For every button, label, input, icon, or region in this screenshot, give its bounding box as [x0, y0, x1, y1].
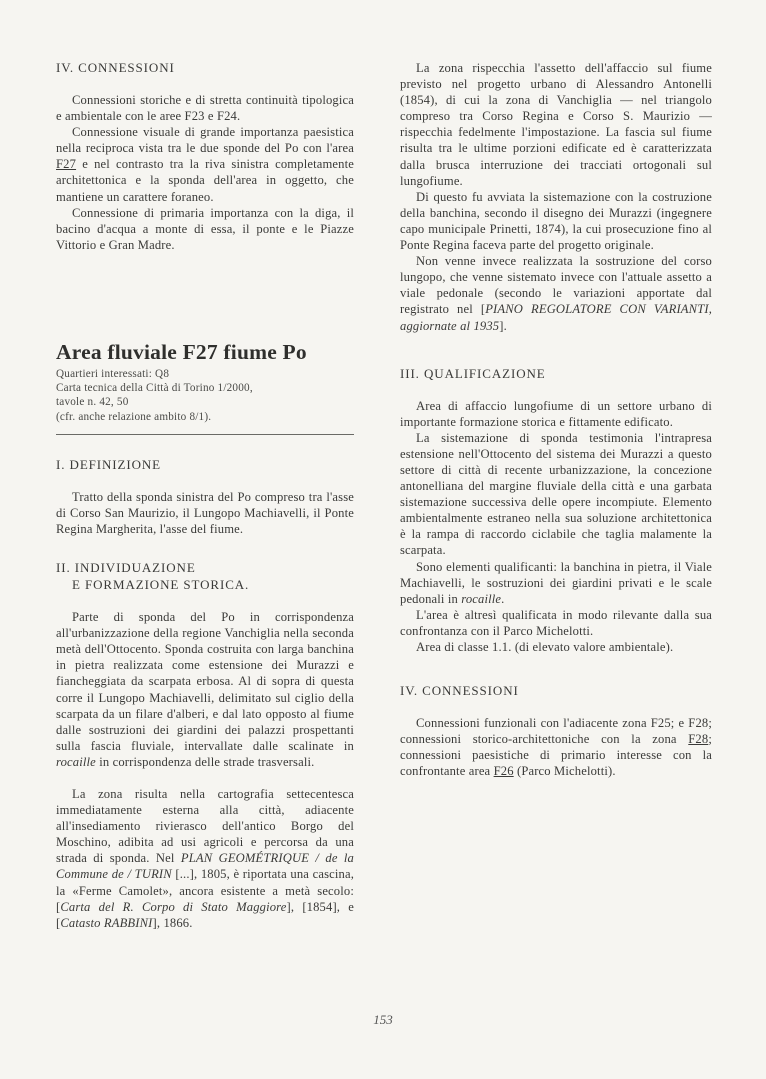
section-heading-definizione: I. DEFINIZIONE — [56, 456, 162, 472]
text: ], [1854], e [ — [56, 899, 354, 930]
left-column — [56, 60, 354, 931]
italic-title: Catasto RABBINI — [60, 915, 153, 930]
text: ]. — [499, 318, 507, 333]
text: (Parco Michelotti). — [513, 764, 616, 779]
area-reference: F27 — [56, 157, 77, 172]
area-reference: F26 — [493, 764, 514, 779]
meta-line: Quartieri interessati: Q8 — [56, 367, 170, 380]
paragraph — [400, 253, 712, 333]
italic-title: Carta del R. Corpo di Stato Maggiore — [60, 899, 287, 914]
paragraph — [400, 559, 712, 607]
text: Parte di sponda del Po in corrispondenza all'urbanizzazione della regione Vanchiglia nella seconda metà dell'Ottocento. Sponda costruita con larga banchina in pietra realizzata come estensione dei Murazzi e fiancheggiata da scarpata erbosa. Al di sopra di questa corre il Lungopo Machiavelli, delimitato sul ciglio della scarpata da un filare d'alberi, e dal lato opposto al fiume dalle sostruzioni dei giardini dei palazzi prospettanti sulla fascia fluviale, intervallate dalle scalinate in — [56, 610, 354, 753]
section-heading-qualificazione: III. QUALIFICAZIONE — [400, 365, 546, 381]
right-column — [400, 60, 712, 779]
text: in corrispondenza delle strade trasversali. — [95, 754, 315, 769]
text: ], 1866. — [152, 915, 193, 930]
paragraph: L'area è altresì qualificata in modo rilevante dalla sua confrontanza con il Parco Michelotti. — [400, 607, 712, 638]
page-number: 153 — [373, 1012, 393, 1027]
paragraph: La zona rispecchia l'assetto dell'affaccio sul fiume previsto nel progetto urbano di Alessandro Antonelli (1854), di cui la zona di Vanchiglia — nel triangolo compreso tra Corso Regina e Corso S. Maurizio — rispecchia fedelmente l'impostazione. La fascia sul fiume risulta tra le ultime porzioni edificate ed è caratterizzata dalla brusca interruzione dei tracciati ortogonali sul lungofiume. — [400, 61, 712, 188]
section-heading-individuazione — [56, 559, 354, 593]
paragraph: La sistemazione di sponda testimonia l'intrapresa estensione nell'Ottocento del sistema dei Murazzi a questo settore di città di recente urbanizzazione, la concezione antonelliana del margine fluviale della città e una garbata sistemazione successiva delle opere incompiute. Elemento ambientalmente estraneo nella sua soluzione architettonica è la rampa di raccordo ciclabile che taglia malamente la scarpata. — [400, 430, 712, 558]
italic-term: rocaille — [56, 754, 96, 769]
paragraph — [56, 786, 354, 931]
section-heading-connessioni: IV. CONNESSIONI — [56, 60, 175, 75]
italic-title: PLAN GEOMÉTRIQUE / de la Commune de / TURIN — [56, 851, 354, 882]
heading-line: E FORMAZIONE STORICA. — [72, 577, 250, 593]
text: La zona risulta nella cartografia settecentesca immediatamente esterna alla città, adiacente all'insediamento rivierasco dell'antico Borgo del Moschino, adibita ad usi agricoli e percorsa da una strada di sponda. Nel — [56, 786, 354, 866]
paragraph: Connessioni storiche e di stretta continuità tipologica e ambientale con le aree F23 e F24. — [56, 93, 354, 124]
text: Connessione visuale di grande importanza paesistica nella reciproca vista tra le due sponde del Po con l'area — [56, 125, 354, 156]
meta-line: Carta tecnica della Città di Torino 1/2000, — [56, 382, 253, 395]
paragraph: Connessione di primaria importanza con la diga, il bacino d'acqua a monte di essa, il ponte e le Piazze Vittorio e Gran Madre. — [56, 205, 354, 252]
area-title: Area fluviale F27 fiume Po — [56, 339, 307, 364]
italic-title: PIANO REGOLATORE CON VARIANTI, aggiornate al 1935 — [400, 302, 712, 333]
paragraph: Tratto della sponda sinistra del Po compreso tra l'asse di Corso San Maurizio, il Lungopo Machiavelli, il Ponte Regina Margherita, l'asse del fiume. — [56, 489, 354, 536]
meta-line: (cfr. anche relazione ambito 8/1). — [56, 410, 212, 423]
paragraph: Di questo fu avviata la sistemazione con la costruzione della banchina, secondo il disegno dei Murazzi (ingegnere capo municipale Prinetti, 1874), la cui prosecuzione fino al Ponte Regina faceva parte del progetto originale. — [400, 189, 712, 253]
text: Sono elementi qualificanti: la banchina in pietra, il Viale Machiavelli, le sostruzioni dei giardini privati e le scale pedonali in — [400, 559, 712, 606]
text: Connessioni funzionali con l'adiacente zona F25; e F28; connessioni storico-architettoniche con la zona — [400, 716, 712, 747]
text: [...], 1805, è riportata una cascina, la «Ferme Camolet», ancora esistente a metà secolo: [ — [56, 867, 354, 914]
area-reference: F28 — [688, 732, 709, 747]
text: e nel contrasto tra la riva sinistra completamente architettonica e la sponda dell'area in oggetto, che mantiene un carattere foraneo. — [56, 157, 354, 204]
paragraph — [400, 715, 712, 779]
text: ; connessioni paesistiche di primario interesse con la confrontante area — [400, 732, 712, 779]
paragraph — [56, 609, 354, 770]
heading-line: II. INDIVIDUAZIONE — [56, 560, 196, 576]
paragraph — [56, 124, 354, 204]
paragraph: Area di classe 1.1. (di elevato valore ambientale). — [416, 640, 674, 654]
text: Non venne invece realizzata la sostruzione del corso lungopo, che venne sistemato invece con l'attuale assetto a viale pedonale (secondo le variazioni apportate dal registrato nel [ — [400, 254, 712, 317]
text: . — [501, 591, 505, 606]
paragraph: Area di affaccio lungofiume di un settore urbano di importante formazione storica e fittamente edificato. — [400, 398, 712, 429]
meta-line: tavole n. 42, 50 — [56, 396, 129, 409]
italic-term: rocaille — [461, 591, 502, 606]
section-heading-connessioni: IV. CONNESSIONI — [400, 683, 519, 699]
